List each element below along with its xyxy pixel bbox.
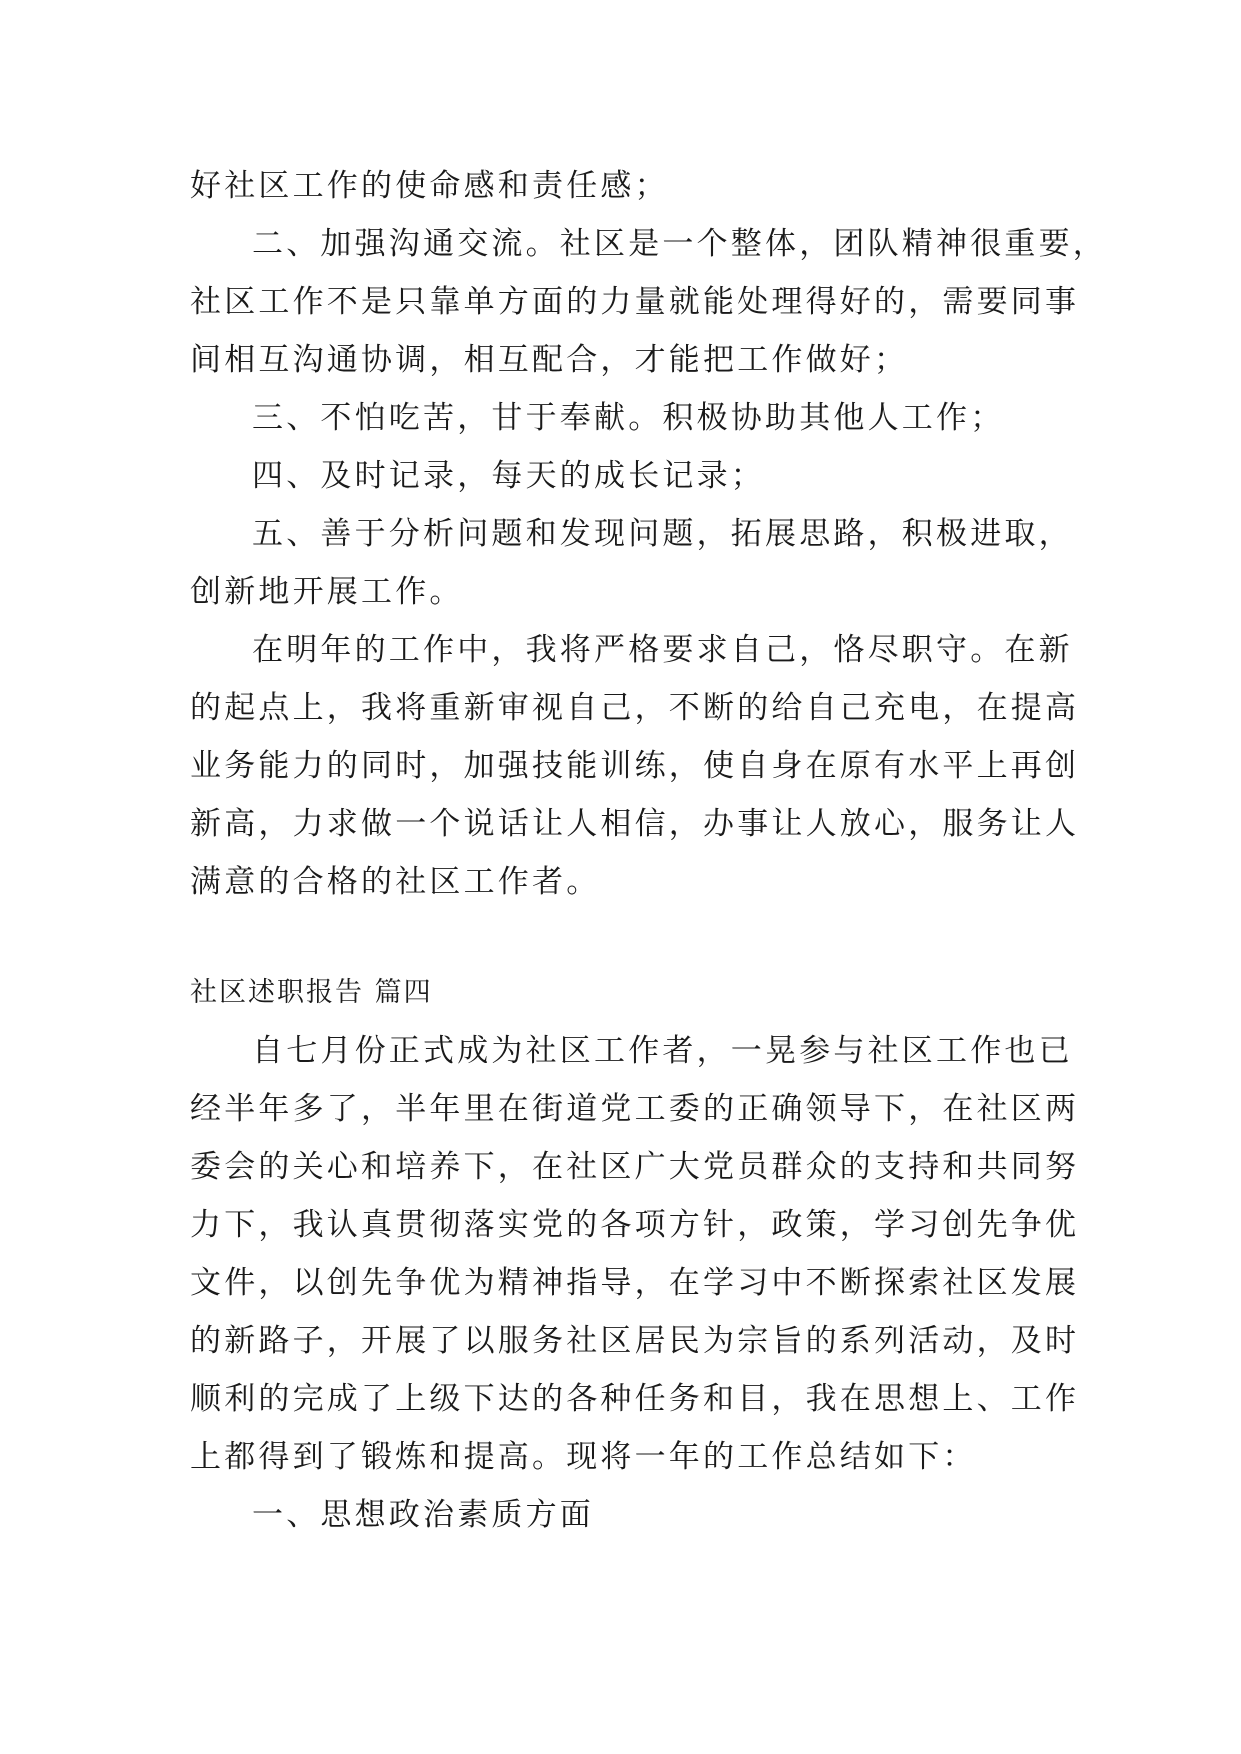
- text-line: 顺利的完成了上级下达的各种任务和目，我在思想上、工作: [190, 1381, 1080, 1417]
- text-line: 的起点上，我将重新审视自己，不断的给自己充电，在提高: [190, 690, 1080, 726]
- text-line: 满意的合格的社区工作者。: [190, 864, 601, 900]
- text-line: 好社区工作的使命感和责任感；: [190, 168, 669, 204]
- text-line: 自七月份正式成为社区工作者，一晃参与社区工作也已: [252, 1033, 1073, 1069]
- text-line: 的新路子，开展了以服务社区居民为宗旨的系列活动，及时: [190, 1323, 1080, 1359]
- text-line: 委会的关心和培养下，在社区广大党员群众的支持和共同努: [190, 1149, 1080, 1185]
- text-line: 经半年多了，半年里在街道党工委的正确领导下，在社区两: [190, 1091, 1080, 1127]
- text-line: 上都得到了锻炼和提高。现将一年的工作总结如下：: [190, 1439, 977, 1475]
- text-line: 二、加强沟通交流。社区是一个整体，团队精神很重要，: [252, 226, 1107, 262]
- text-line: 四、及时记录，每天的成长记录；: [252, 458, 765, 494]
- text-line: 力下，我认真贯彻落实党的各项方针，政策，学习创先争优: [190, 1207, 1080, 1243]
- text-line: 五、善于分析问题和发现问题，拓展思路，积极进取，: [252, 516, 1073, 552]
- text-line: 三、不怕吃苦，甘于奉献。积极协助其他人工作；: [252, 400, 1005, 436]
- text-line: 在明年的工作中，我将严格要求自己，恪尽职守。在新: [252, 632, 1073, 668]
- text-line: 创新地开展工作。: [190, 574, 464, 610]
- text-line: 业务能力的同时，加强技能训练，使自身在原有水平上再创: [190, 748, 1080, 784]
- text-line: 间相互沟通协调，相互配合，才能把工作做好；: [190, 342, 909, 378]
- text-line: 社区工作不是只靠单方面的力量就能处理得好的，需要同事: [190, 284, 1080, 320]
- text-line: 一、思想政治素质方面: [252, 1497, 594, 1533]
- text-line: 文件，以创先争优为精神指导，在学习中不断探索社区发展: [190, 1265, 1080, 1301]
- text-line: 新高，力求做一个说话让人相信，办事让人放心，服务让人: [190, 806, 1080, 842]
- section-title: 社区述职报告 篇四: [190, 977, 433, 1008]
